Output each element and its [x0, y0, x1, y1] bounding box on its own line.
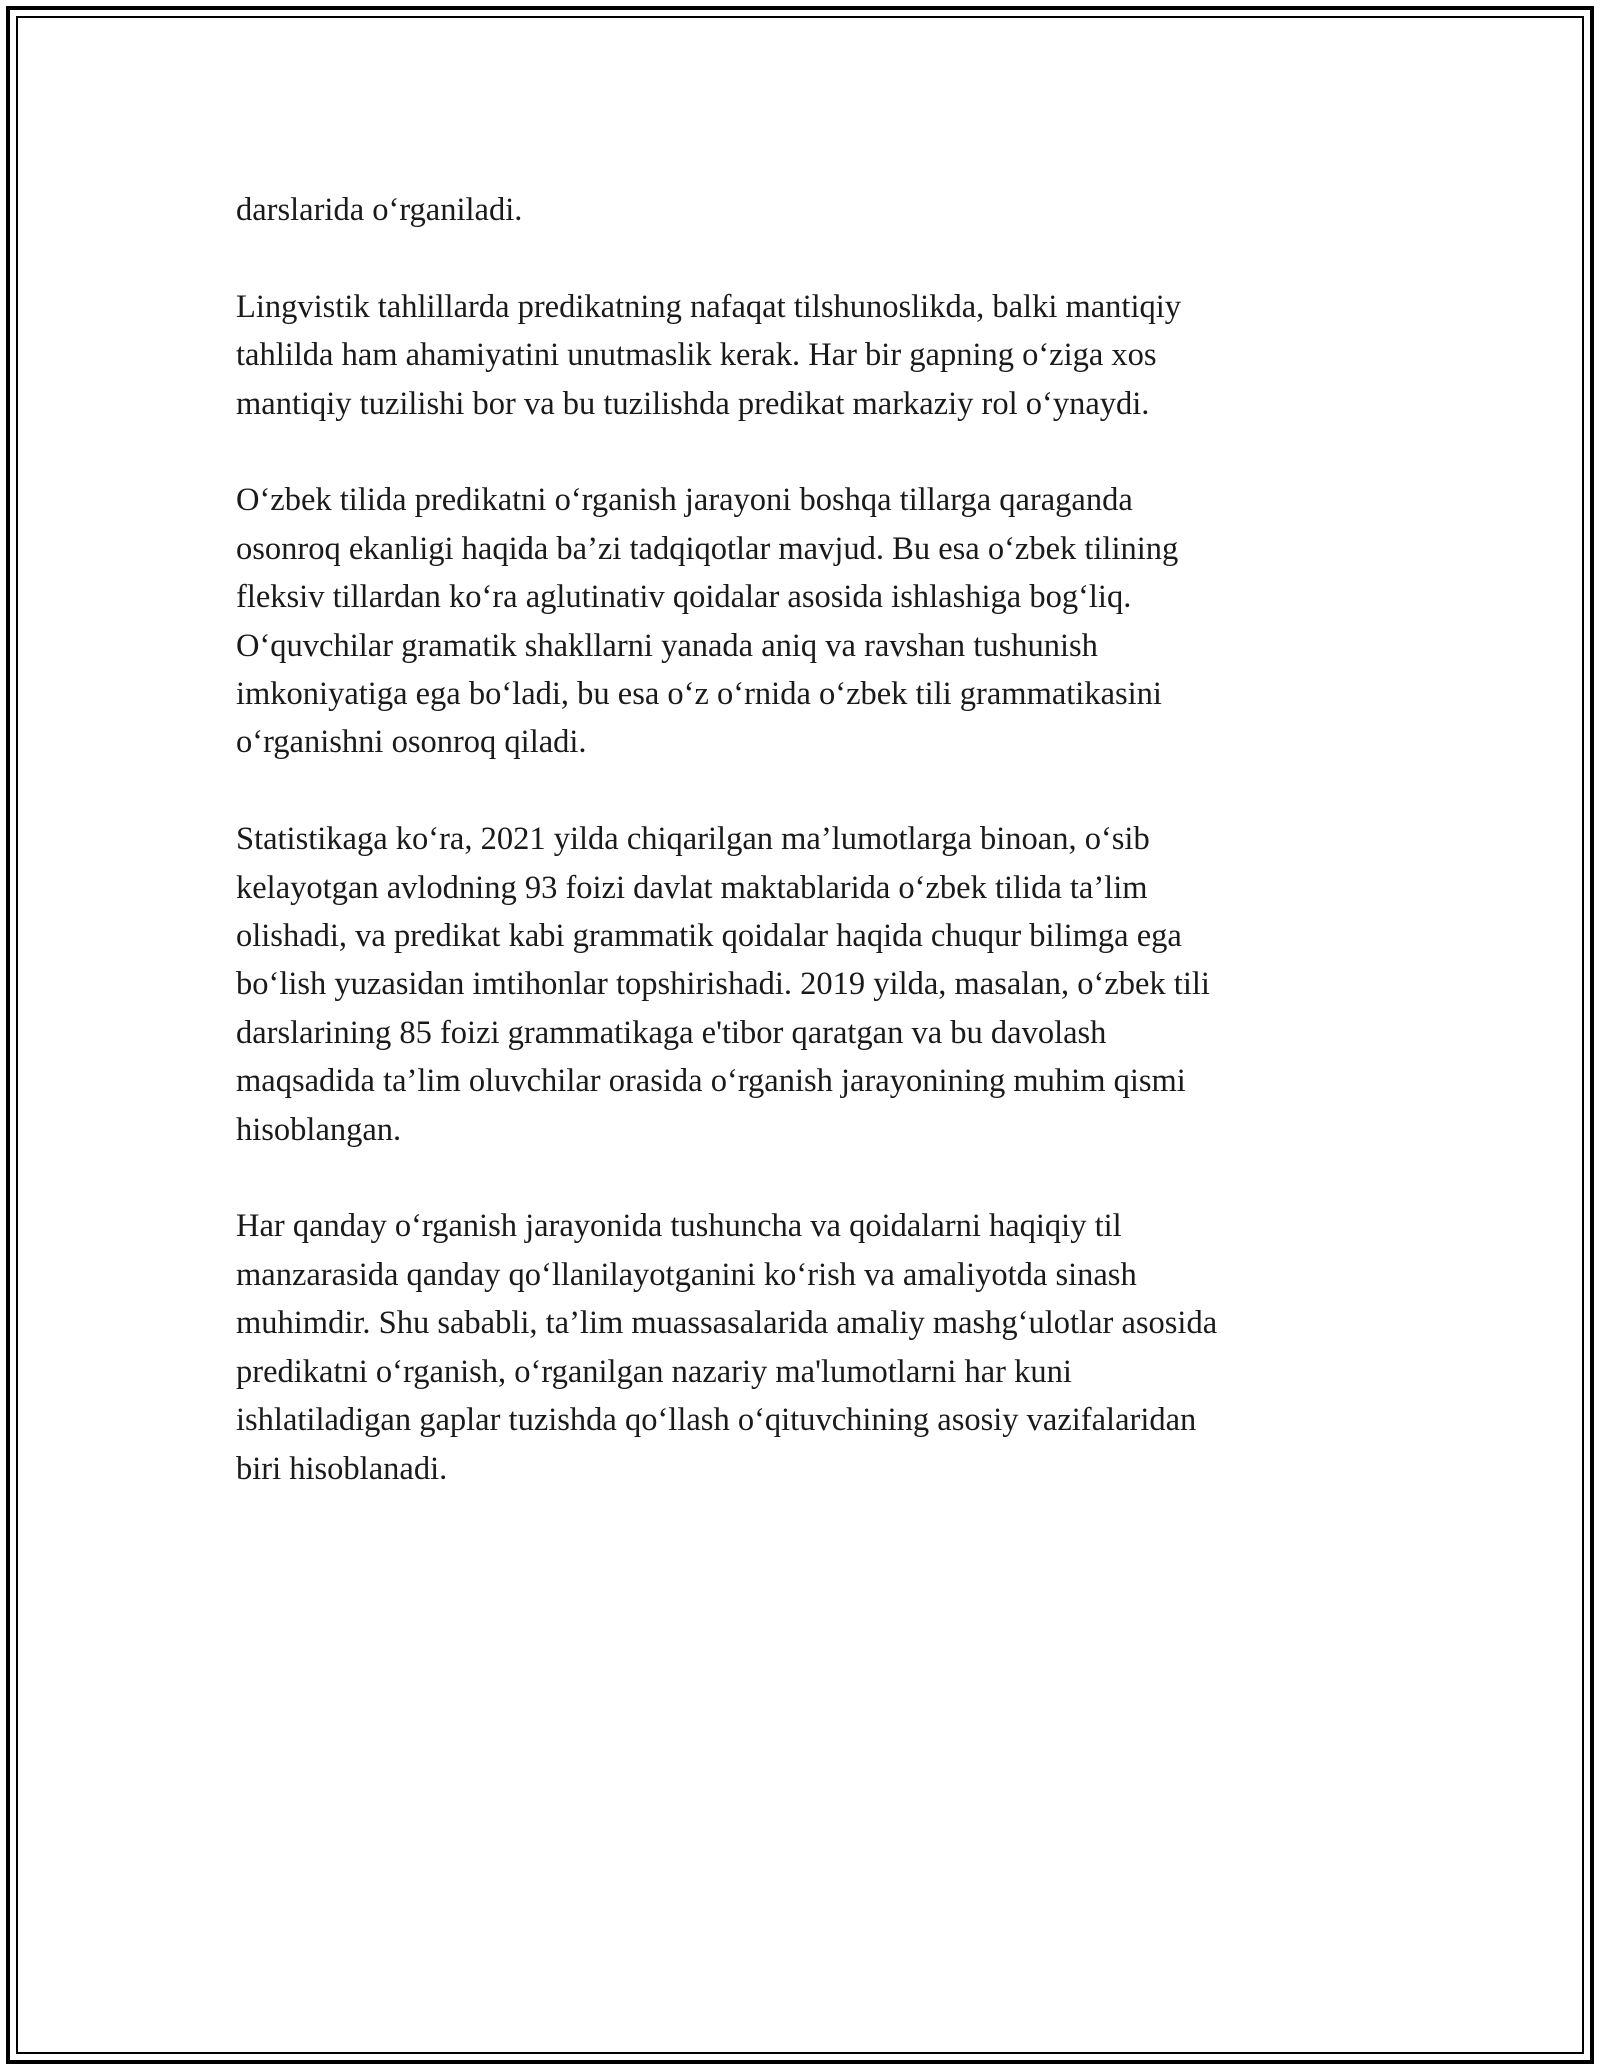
paragraph-2 — [236, 283, 1356, 428]
text-line: maqsadida ta’lim oluvchilar orasida o‘rganish jarayonining muhim qismi — [236, 1063, 1186, 1100]
text-line: O‘quvchilar gramatik shakllarni yanada aniq va ravshan tushunish — [236, 627, 1098, 664]
text-line: kelayotgan avlodning 93 foizi davlat maktablarida o‘zbek tilida ta’lim — [236, 869, 1148, 906]
text-line: Har qanday o‘rganish jarayonida tushuncha va qoidalarni haqiqiy til — [236, 1208, 1122, 1245]
text-line: fleksiv tillardan ko‘ra aglutinativ qoidalar asosida ishlashiga bog‘liq. — [236, 579, 1132, 616]
document-body — [236, 186, 1356, 1541]
text-line: ishlatiladigan gaplar tuzishda qo‘llash o‘qituvchining asosiy vazifalaridan — [236, 1402, 1197, 1439]
text-line: darslarining 85 foizi grammatikaga e'tibor qaratgan va bu davolash — [236, 1014, 1107, 1051]
paragraph-3 — [236, 476, 1356, 766]
paragraph-1 — [236, 186, 1356, 234]
text-line: o‘rganishni osonroq qiladi. — [236, 724, 587, 761]
text-line: bo‘lish yuzasidan imtihonlar topshirishadi. 2019 yilda, masalan, o‘zbek tili — [236, 966, 1210, 1003]
text-line: manzarasida qanday qo‘llanilayotganini ko‘rish va amaliyotda sinash — [236, 1256, 1137, 1293]
text-line: Lingvistik tahlillarda predikatning nafaqat tilshunoslikda, balki mantiqiy — [236, 288, 1182, 325]
text-line: imkoniyatiga ega bo‘ladi, bu esa o‘z o‘rnida o‘zbek tili grammatikasini — [236, 676, 1162, 713]
text-line: O‘zbek tilida predikatni o‘rganish jarayoni boshqa tillarga qaraganda — [236, 482, 1133, 519]
paragraph-4 — [236, 815, 1356, 1154]
text-line: olishadi, va predikat kabi grammatik qoidalar haqida chuqur bilimga ega — [236, 918, 1182, 955]
text-line: hisoblangan. — [236, 1111, 402, 1148]
text-line: Statistikaga ko‘ra, 2021 yilda chiqarilgan ma’lumotlarga binoan, o‘sib — [236, 821, 1150, 858]
text-line: muhimdir. Shu sababli, ta’lim muassasalarida amaliy mashg‘ulotlar asosida — [236, 1305, 1218, 1342]
text-line: osonroq ekanligi haqida ba’zi tadqiqotlar mavjud. Bu esa o‘zbek tilining — [236, 530, 1179, 567]
paragraph-5 — [236, 1202, 1356, 1492]
text-line: mantiqiy tuzilishi bor va bu tuzilishda predikat markaziy rol o‘ynaydi. — [236, 385, 1150, 422]
text-line: darslarida o‘rganiladi. — [236, 192, 523, 228]
text-line: predikatni o‘rganish, o‘rganilgan nazariy ma'lumotlarni har kuni — [236, 1353, 1072, 1390]
text-line: tahlilda ham ahamiyatini unutmaslik kerak. Har bir gapning o‘ziga xos — [236, 337, 1157, 374]
text-line: biri hisoblanadi. — [236, 1450, 448, 1487]
